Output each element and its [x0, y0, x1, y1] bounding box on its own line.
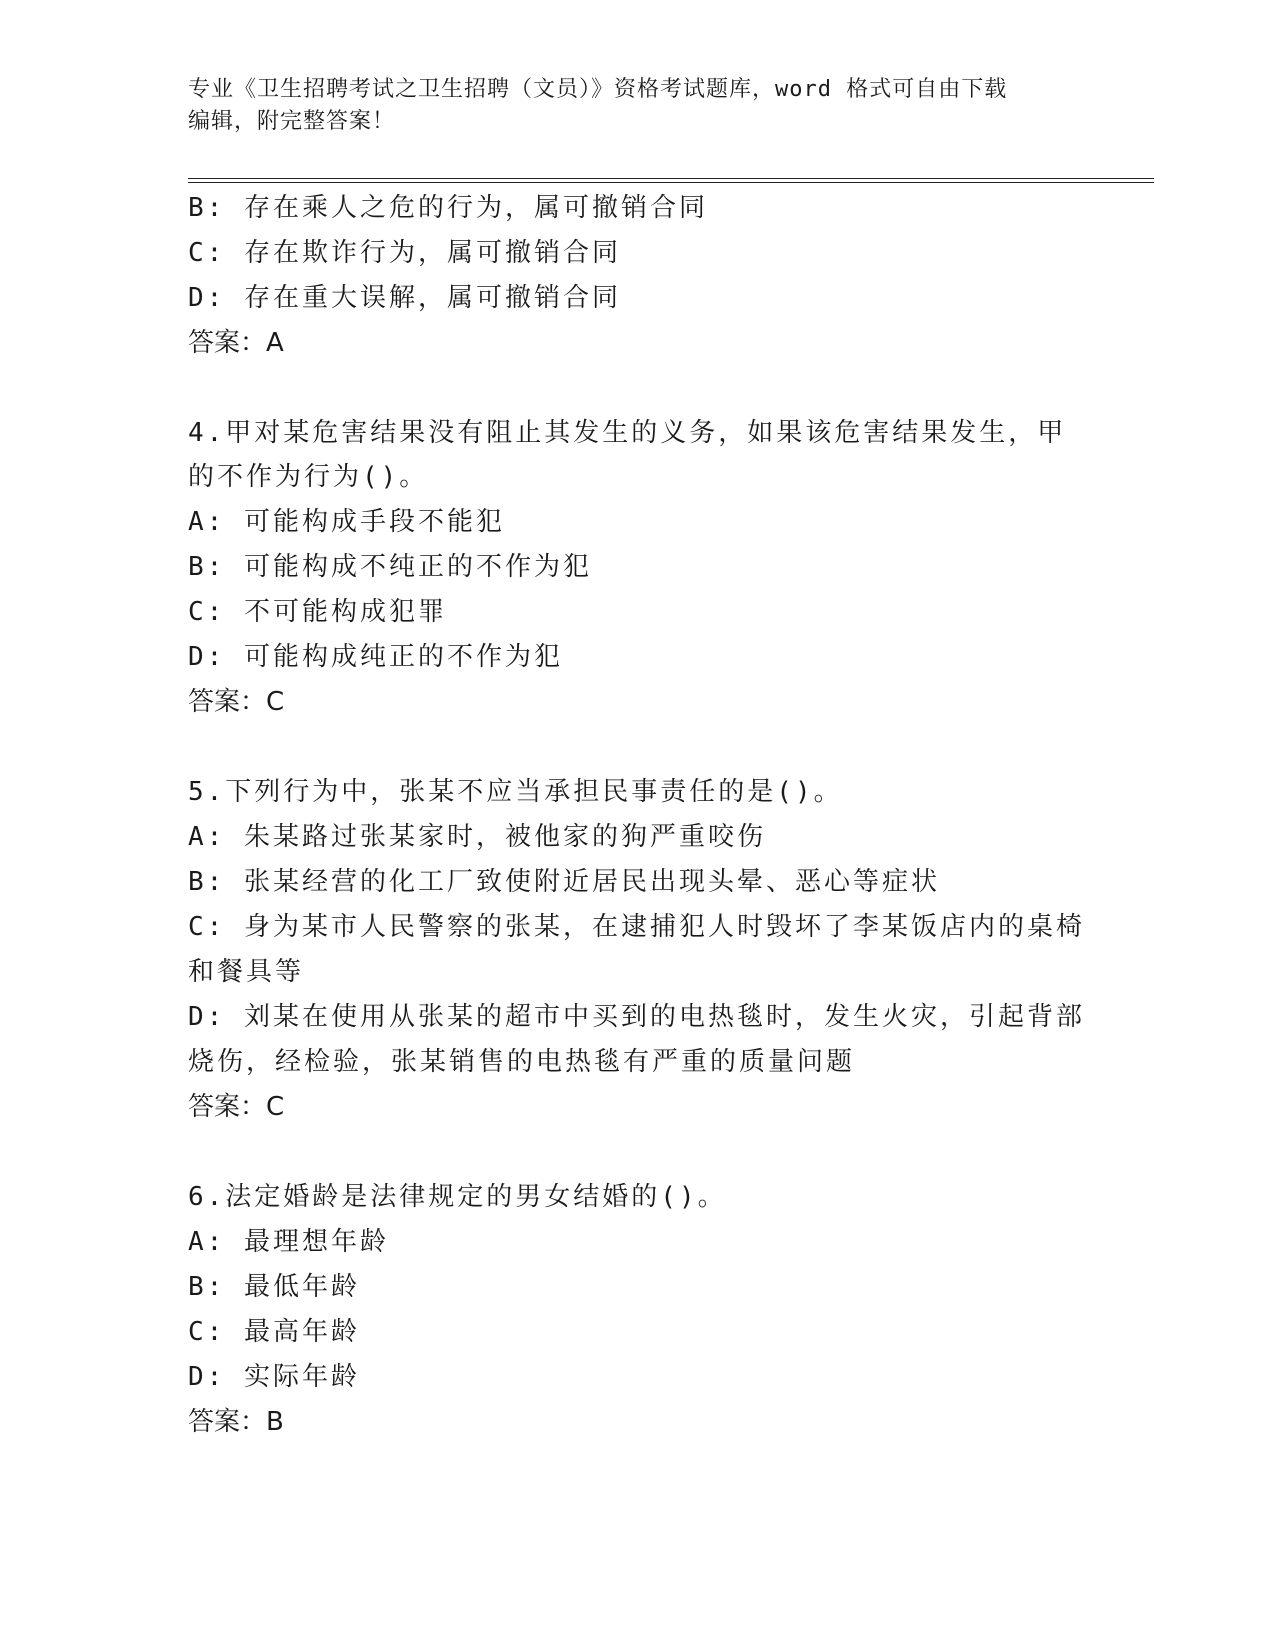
q3-answer: 答案：A	[188, 328, 284, 358]
q5-option-b: B: 张某经营的化工厂致使附近居民出现头晕、恶心等症状	[188, 867, 940, 897]
q3-option-b: B: 存在乘人之危的行为，属可撤销合同	[188, 193, 708, 223]
q5-option-d-line-2: 烧伤，经检验，张某销售的电热毯有严重的质量问题	[188, 1047, 856, 1077]
q5-option-a: A: 朱某路过张某家时，被他家的狗严重咬伤	[188, 822, 766, 852]
q5-answer: 答案：C	[188, 1092, 285, 1122]
header-line-2: 编辑，附完整答案！	[188, 109, 396, 134]
q6-option-d: D: 实际年龄	[188, 1362, 360, 1392]
q3-option-d: D: 存在重大误解，属可撤销合同	[188, 283, 621, 313]
q4-option-c: C: 不可能构成犯罪	[188, 597, 447, 627]
q4-answer: 答案：C	[188, 687, 285, 717]
q5-option-c-line-2: 和餐具等	[188, 957, 305, 987]
q6-option-a: A: 最理想年龄	[188, 1227, 389, 1257]
header-divider-bottom	[188, 182, 1154, 183]
q6-option-c: C: 最高年龄	[188, 1317, 360, 1347]
document-header	[188, 74, 1088, 138]
header-line-1: 专业《卫生招聘考试之卫生招聘（文员）》资格考试题库，word 格式可自由下载	[188, 77, 1008, 102]
header-divider-top	[188, 178, 1154, 179]
q6-stem: 6.法定婚龄是法律规定的男女结婚的()。	[188, 1182, 727, 1212]
q5-option-d-line-1: D: 刘某在使用从张某的超市中买到的电热毯时，发生火灾，引起背部	[188, 1002, 1085, 1032]
q5-stem: 5.下列行为中，张某不应当承担民事责任的是()。	[188, 777, 843, 807]
q4-option-a: A: 可能构成手段不能犯	[188, 507, 505, 537]
q3-option-c: C: 存在欺诈行为，属可撤销合同	[188, 238, 621, 268]
q5-option-c-line-1: C: 身为某市人民警察的张某，在逮捕犯人时毁坏了李某饭店内的桌椅	[188, 912, 1085, 942]
q4-stem-line-1: 4.甲对某危害结果没有阻止其发生的义务，如果该危害结果发生，甲	[188, 418, 1067, 448]
q4-option-d: D: 可能构成纯正的不作为犯	[188, 642, 563, 672]
q4-stem-line-2: 的不作为行为()。	[188, 462, 429, 492]
q6-answer: 答案：B	[188, 1407, 284, 1437]
q4-option-b: B: 可能构成不纯正的不作为犯	[188, 552, 592, 582]
q6-option-b: B: 最低年龄	[188, 1272, 360, 1302]
